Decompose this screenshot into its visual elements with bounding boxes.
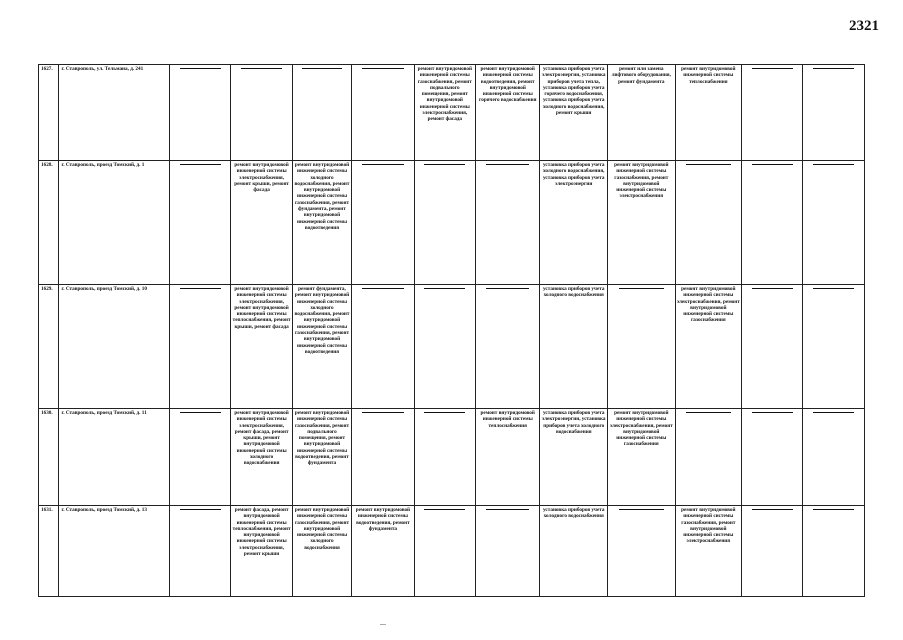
page-number: 2321 <box>849 18 879 34</box>
dash-mark <box>180 164 221 165</box>
row-number: 1631. <box>39 506 59 597</box>
empty-cell <box>803 409 865 506</box>
works-cell <box>675 506 742 597</box>
works-cell <box>414 65 475 161</box>
empty-cell <box>803 506 865 597</box>
dash-mark <box>619 288 664 289</box>
table-row <box>39 409 865 506</box>
empty-cell <box>231 65 292 161</box>
dash-mark <box>180 412 221 413</box>
dash-mark <box>180 288 221 289</box>
row-address: г. Ставрополь, проезд Томский, д. 1 <box>59 161 170 285</box>
empty-cell <box>170 161 231 285</box>
works-cell <box>292 506 351 597</box>
empty-cell <box>414 285 475 409</box>
table-row <box>39 161 865 285</box>
dash-mark <box>362 288 404 289</box>
dash-mark <box>752 412 793 413</box>
works-cell <box>292 285 351 409</box>
empty-cell <box>352 161 414 285</box>
empty-cell <box>675 161 742 285</box>
empty-cell <box>742 506 803 597</box>
empty-cell <box>476 161 540 285</box>
works-cell <box>231 285 292 409</box>
empty-cell <box>742 161 803 285</box>
empty-cell <box>742 285 803 409</box>
works-text: установка приборов учета холодного водоснабжения, установка приборов учета электроэнергии <box>543 162 605 187</box>
dash-mark <box>686 164 730 165</box>
empty-cell <box>414 161 475 285</box>
table-row <box>39 285 865 409</box>
empty-cell <box>608 285 676 409</box>
dash-mark <box>813 412 854 413</box>
works-text: ремонт внутридомовой инженерной системы электроснабжения, ремонт внутридомовой инженерной системы теплоснабжения, ремонт крыши, ремонт фасада <box>232 286 291 330</box>
row-number: 1627. <box>39 65 59 161</box>
works-cell <box>231 161 292 285</box>
dash-mark <box>486 288 529 289</box>
works-text: установка приборов учета холодного водоснабжения <box>543 507 605 520</box>
works-text: ремонт фасада, ремонт внутридомовой инженерной системы теплоснабжения, ремонт внутридомовой инженерной системы электроснабжения, ремонт крыши <box>232 507 291 558</box>
works-text: ремонт или замена лифтового оборудования, ремонт фундамента <box>611 66 671 85</box>
works-cell <box>540 409 608 506</box>
works-cell <box>476 409 540 506</box>
empty-cell <box>352 65 414 161</box>
dash-mark <box>362 164 404 165</box>
dash-mark <box>813 288 854 289</box>
row-number: 1630. <box>39 409 59 506</box>
works-cell <box>675 285 742 409</box>
empty-cell <box>352 285 414 409</box>
dash-mark <box>752 164 793 165</box>
dash-mark <box>424 412 465 413</box>
empty-cell <box>742 409 803 506</box>
table-row <box>39 506 865 597</box>
row-address: г. Ставрополь, проезд Томский, д. 13 <box>59 506 170 597</box>
works-text: установка приборов учета холодного водоснабжения <box>543 286 605 299</box>
works-text: ремонт внутридомовой инженерной системы электроснабжения, ремонт внутридомовой инженерной системы газоснабжения <box>609 410 673 448</box>
dash-mark <box>813 509 854 510</box>
works-cell <box>608 161 676 285</box>
works-cell <box>608 65 676 161</box>
dash-mark <box>752 509 793 510</box>
empty-cell <box>742 65 803 161</box>
works-text: ремонт внутридомовой инженерной системы электроснабжения, ремонт крыши, ремонт фасада <box>234 162 289 194</box>
row-number: 1629. <box>39 285 59 409</box>
dash-mark <box>424 288 465 289</box>
empty-cell <box>803 65 865 161</box>
dash-mark <box>486 164 529 165</box>
works-cell <box>476 65 540 161</box>
works-text: ремонт внутридомовой инженерной системы теплоснабжения <box>681 66 736 85</box>
dash-mark <box>302 68 341 69</box>
works-text: ремонт внутридомовой инженерной системы водоотведения, ремонт внутридомовой инженерной системы горячего водоснабжения <box>479 66 537 104</box>
register-body <box>39 65 865 597</box>
works-text: ремонт внутридомовой инженерной системы газоснабжения, ремонт внутридомовой инженерной системы электроснабжения <box>614 162 669 200</box>
dash-mark <box>752 68 793 69</box>
dash-mark <box>241 68 282 69</box>
works-text: установка приборов учета электроэнергии, установка приборов учета тепла, установка приборов учета горячего водоснабжения, установка приборов учета холодного водоснабжения, ремонт крыши <box>541 66 606 117</box>
works-text: ремонт внутридомовой инженерной системы газоснабжения, ремонт внутридомовой инженерной системы холодного водоснабжения <box>294 507 350 551</box>
table-row <box>39 65 865 161</box>
works-cell <box>608 409 676 506</box>
works-text: ремонт внутридомовой инженерной системы газоснабжения, ремонт подвального помещения, ремонт внутридомовой инженерной системы электроснабжения, ремонт фасада <box>417 66 472 123</box>
dash-mark <box>180 509 221 510</box>
row-number: 1628. <box>39 161 59 285</box>
works-text: ремонт внутридомовой инженерной системы холодного водоснабжения, ремонт внутридомовой инженерной системы газоснабжения, ремонт фундамента, ремонт внутридомовой инженерной системы водоотведения <box>294 162 350 231</box>
dash-mark <box>619 509 664 510</box>
works-cell <box>675 65 742 161</box>
empty-cell <box>803 161 865 285</box>
works-text: ремонт фундамента, ремонт внутридомовой инженерной системы холодного водоснабжения, ремонт внутридомовой инженерной системы газоснабжения, ремонт внутридомовой инженерной системы водоотведения <box>294 286 350 355</box>
dash-mark <box>813 164 854 165</box>
works-text: ремонт внутридомовой инженерной системы газоснабжения, ремонт внутридомовой инженерной системы электроснабжения <box>681 507 736 545</box>
empty-cell <box>414 506 475 597</box>
works-cell <box>540 161 608 285</box>
works-text: установка приборов учета электроэнергии, установка приборов учета холодного водоснабжения <box>541 410 606 435</box>
register-table <box>38 64 865 597</box>
works-text: ремонт внутридомовой инженерной системы электроснабжения, ремонт фасада, ремонт крыши, ремонт внутридомовой инженерной системы холодного водоснабжения <box>234 410 289 467</box>
works-cell <box>540 506 608 597</box>
dash-mark <box>686 412 730 413</box>
empty-cell <box>292 65 351 161</box>
dash-mark <box>752 288 793 289</box>
empty-cell <box>170 65 231 161</box>
empty-cell <box>170 506 231 597</box>
empty-cell <box>414 409 475 506</box>
dash-mark <box>424 509 465 510</box>
empty-cell <box>608 506 676 597</box>
empty-cell <box>170 409 231 506</box>
empty-cell <box>476 285 540 409</box>
empty-cell <box>803 285 865 409</box>
row-address: г. Ставрополь, проезд Томский, д. 11 <box>59 409 170 506</box>
works-cell <box>292 161 351 285</box>
works-cell <box>231 506 292 597</box>
dash-mark <box>180 68 221 69</box>
dash-mark <box>362 412 404 413</box>
works-cell <box>352 506 414 597</box>
dash-mark <box>486 509 529 510</box>
dash-mark <box>362 68 404 69</box>
works-text: ремонт внутридомовой инженерной системы водоотведения, ремонт фундамента <box>355 507 411 532</box>
scan-mark <box>380 624 386 625</box>
row-address: г. Ставрополь, ул. Тельмана, д. 241 <box>59 65 170 161</box>
works-cell <box>292 409 351 506</box>
works-text: ремонт внутридомовой инженерной системы газоснабжения, ремонт подвального помещения, ремонт внутридомовой инженерной системы водоотведения, ремонт фундамента <box>294 410 350 467</box>
empty-cell <box>352 409 414 506</box>
row-address: г. Ставрополь, проезд Томский, д. 10 <box>59 285 170 409</box>
empty-cell <box>476 506 540 597</box>
works-cell <box>540 65 608 161</box>
dash-mark <box>424 164 465 165</box>
dash-mark <box>813 68 854 69</box>
works-text: ремонт внутридомовой инженерной системы электроснабжения, ремонт внутридомовой инженерной системы газоснабжения <box>676 286 740 324</box>
works-cell <box>231 409 292 506</box>
works-cell <box>540 285 608 409</box>
empty-cell <box>675 409 742 506</box>
empty-cell <box>170 285 231 409</box>
works-text: ремонт внутридомовой инженерной системы теплоснабжения <box>480 410 535 429</box>
